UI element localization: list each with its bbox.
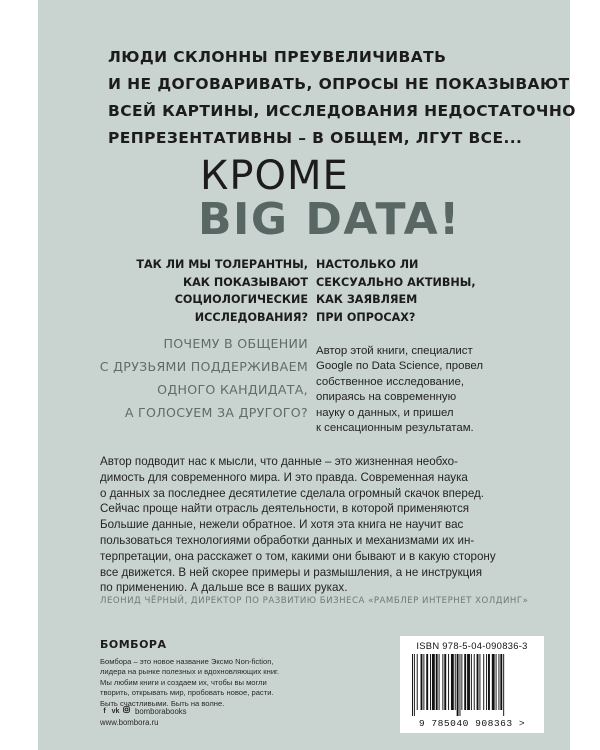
author-note-line: Автор этой книги, специалист bbox=[316, 345, 473, 357]
barcode-bar bbox=[464, 654, 466, 710]
barcode-bar bbox=[442, 654, 443, 710]
review-text bbox=[100, 454, 570, 596]
barcode-icon bbox=[410, 654, 534, 716]
review-line: Автор подводит нас к мысли, что данные – это жизненная необхо- bbox=[100, 455, 458, 468]
barcode-bar bbox=[426, 654, 428, 710]
question-voting bbox=[48, 332, 308, 424]
review-line: по применению. А дальше все в ваших руках. bbox=[100, 581, 348, 595]
headline-line: И НЕ ДОГОВАРИВАТЬ, ОПРОСЫ НЕ ПОКАЗЫВАЮТ bbox=[108, 75, 570, 93]
question-line: ТАК ЛИ МЫ ТОЛЕРАНТНЫ, bbox=[136, 258, 308, 271]
question-line: СЕКСУАЛЬНО АКТИВНЫ, bbox=[316, 275, 476, 289]
barcode-bar bbox=[455, 654, 456, 710]
barcode-bar bbox=[503, 654, 504, 716]
barcode-bar bbox=[421, 654, 423, 710]
publisher-description-line: Бомбора – это новое название Эксмо Non-fiction, bbox=[100, 657, 274, 666]
question-line: С ДРУЗЬЯМИ ПОДДЕРЖИВАЕМ bbox=[99, 359, 308, 374]
publisher-logo: БОМБОРА bbox=[100, 638, 167, 651]
barcode-bar bbox=[417, 654, 418, 710]
review-line: о данных за последнее десятилетие сделала огромный скачок вперед. bbox=[100, 486, 485, 500]
social-handle[interactable]: bomborabooks bbox=[135, 706, 187, 716]
instagram-icon[interactable] bbox=[122, 706, 131, 718]
barcode-bar bbox=[444, 654, 446, 710]
cover-headline bbox=[108, 44, 576, 152]
barcode-bar bbox=[477, 654, 479, 710]
review-line: все движется. В ней скорее примеры и размышления, а не инструкция bbox=[100, 565, 483, 579]
barcode-panel bbox=[400, 636, 544, 733]
barcode-bar bbox=[471, 654, 472, 710]
publisher-description-line: творить, открывать мир, пробовать новое, расти. bbox=[100, 688, 274, 698]
barcode-bar bbox=[461, 654, 462, 710]
barcode-bar bbox=[412, 654, 413, 716]
barcode-bar bbox=[474, 654, 475, 710]
author-note-line: собственное исследование, bbox=[316, 375, 465, 388]
barcode-bar bbox=[430, 654, 431, 710]
barcode-bar bbox=[486, 654, 487, 710]
barcode-bar bbox=[457, 654, 459, 716]
question-line: ПОЧЕМУ В ОБЩЕНИИ bbox=[163, 336, 308, 351]
barcode-bar bbox=[448, 654, 449, 710]
social-row bbox=[100, 706, 187, 718]
headline-line: РЕПРЕЗЕНТАТИВНЫ – В ОБЩЕМ, ЛГУТ ВСЕ... bbox=[108, 129, 523, 147]
question-line: ОДНОГО КАНДИДАТА, bbox=[157, 382, 308, 397]
vk-icon[interactable]: vk bbox=[111, 707, 120, 715]
publisher-description bbox=[100, 657, 360, 709]
question-line: ИССЛЕДОВАНИЯ? bbox=[194, 310, 308, 324]
review-line: терпретации, она расскажет о том, какими они бывают и в какую сторону bbox=[100, 549, 496, 563]
question-activity bbox=[316, 256, 536, 326]
author-note bbox=[316, 344, 541, 436]
publisher-website[interactable]: www.bombora.ru bbox=[100, 717, 159, 727]
author-note-line: науку о данных, и пришел bbox=[316, 406, 454, 419]
author-note-line: Google по Data Science, провел bbox=[316, 360, 484, 373]
title-main: BIG DATA! bbox=[198, 194, 461, 245]
question-line: А ГОЛОСУЕМ ЗА ДРУГОГО? bbox=[124, 405, 308, 420]
question-line: НАСТОЛЬКО ЛИ bbox=[316, 258, 419, 271]
barcode-bar bbox=[467, 654, 470, 710]
question-line: СОЦИОЛОГИЧЕСКИЕ bbox=[174, 293, 308, 306]
barcode-bar bbox=[488, 654, 490, 710]
question-tolerance bbox=[88, 256, 308, 326]
barcode-bar bbox=[460, 654, 461, 716]
barcode-bar bbox=[496, 654, 497, 710]
publisher-description-line: лидера на рынке полезных и вдохновляющих книг. bbox=[100, 667, 280, 677]
author-note-line: опираясь на современную bbox=[316, 391, 457, 404]
author-note-line: к сенсационным результатам. bbox=[316, 422, 474, 435]
review-line: Сейчас проще найти отрасль деятельности, в которой применяются bbox=[100, 502, 470, 516]
isbn: ISBN 978-5-04-090836-3 bbox=[416, 640, 528, 651]
barcode-bar bbox=[432, 654, 435, 710]
headline-line: ВСЕЙ КАРТИНЫ, ИССЛЕДОВАНИЯ НЕДОСТАТОЧНО bbox=[108, 102, 576, 120]
barcode-digits: 9 785040 908363 > bbox=[418, 718, 526, 729]
question-line: КАК ЗАЯВЛЯЕМ bbox=[316, 293, 418, 306]
publisher-description-line: Быть счастливыми. Быть на волне. bbox=[100, 698, 225, 708]
review-line: димость для современного мира. И это правда. Современная наука bbox=[100, 470, 468, 484]
review-line: Большие данные, нежели обратное. И хотя эта книга не научит вас bbox=[100, 518, 464, 532]
barcode-bar bbox=[479, 654, 480, 710]
question-line: ПРИ ОПРОСАХ? bbox=[316, 310, 416, 324]
barcode-bar bbox=[414, 654, 415, 716]
barcode-bar bbox=[483, 654, 484, 710]
publisher-socials bbox=[100, 706, 187, 728]
question-line: КАК ПОКАЗЫВАЮТ bbox=[182, 275, 308, 289]
barcode-bar bbox=[498, 654, 499, 710]
barcode-bar bbox=[423, 654, 424, 710]
barcode-bar bbox=[492, 654, 495, 710]
barcode-bar bbox=[451, 654, 454, 710]
barcode-bar bbox=[500, 654, 502, 710]
reviewer-credit: ЛЕОНИД ЧЁРНЫЙ, ДИРЕКТОР ПО РАЗВИТИЮ БИЗНЕСА «РАМБЛЕР ИНТЕРНЕТ ХОЛДИНГ» bbox=[100, 596, 529, 606]
publisher-description-line: Мы любим книги и создаем их, чтобы вы могли bbox=[100, 677, 267, 687]
review-line: пользоваться технологиями обработки данных и механизмами их ин- bbox=[100, 533, 475, 547]
headline-line: ЛЮДИ СКЛОННЫ ПРЕУВЕЛИЧИВАТЬ bbox=[108, 48, 447, 66]
book-back-cover bbox=[38, 0, 576, 750]
barcode-bar bbox=[436, 654, 438, 710]
barcode-bar bbox=[439, 654, 440, 710]
facebook-icon[interactable]: f bbox=[103, 707, 106, 715]
title-top: КРОМЕ bbox=[200, 153, 349, 199]
